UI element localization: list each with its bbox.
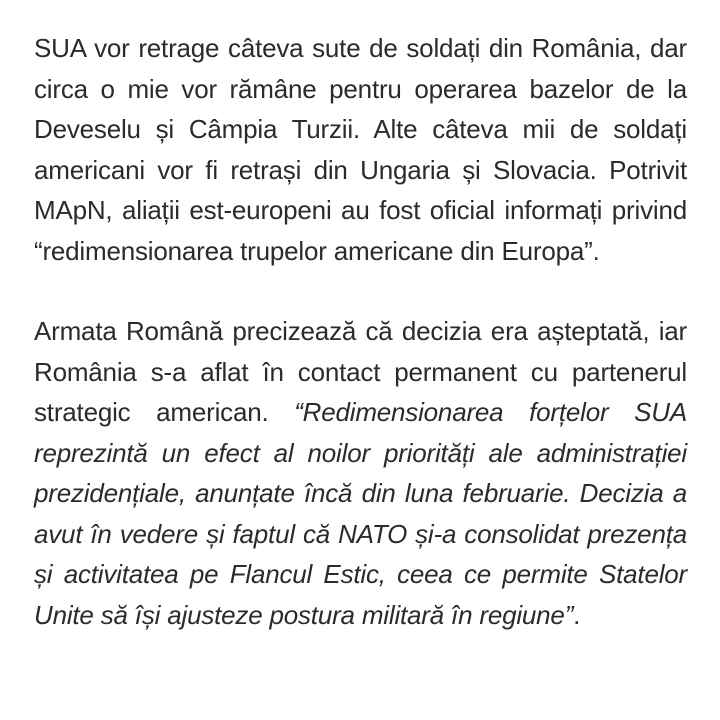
article-paragraph-1: SUA vor retrage câteva sute de soldați din România, dar circa o mie vor rămâne pentru operarea bazelor de la Deveselu și Câmpia Turzii. Alte câteva mii de soldați americani vor fi retrași din Ungaria și Slovacia. Potrivit MApN, aliații est-europeni au fost oficial informați privind “redimensionarea trupelor americane din Europa”. <box>34 33 687 266</box>
paragraph-2-end: . <box>573 599 581 630</box>
article-paragraph-2 <box>34 311 687 635</box>
paragraph-2-intro: Armata Română precizează că decizia era așteptată, iar România s-a aflat în contact permanent cu partenerul strategic american. <box>34 316 687 427</box>
article-body <box>34 28 687 635</box>
official-quote: “Redimensionarea forțelor SUA reprezintă un efect al noilor priorități ale administrației prezidențiale, anunțate încă din luna februarie. Decizia a avut în vedere și faptul că NATO și-a consolidat prezența și activitatea pe Flancul Estic, ceea ce permite Statelor Unite să își ajusteze postura militară în regiune” <box>34 397 687 630</box>
